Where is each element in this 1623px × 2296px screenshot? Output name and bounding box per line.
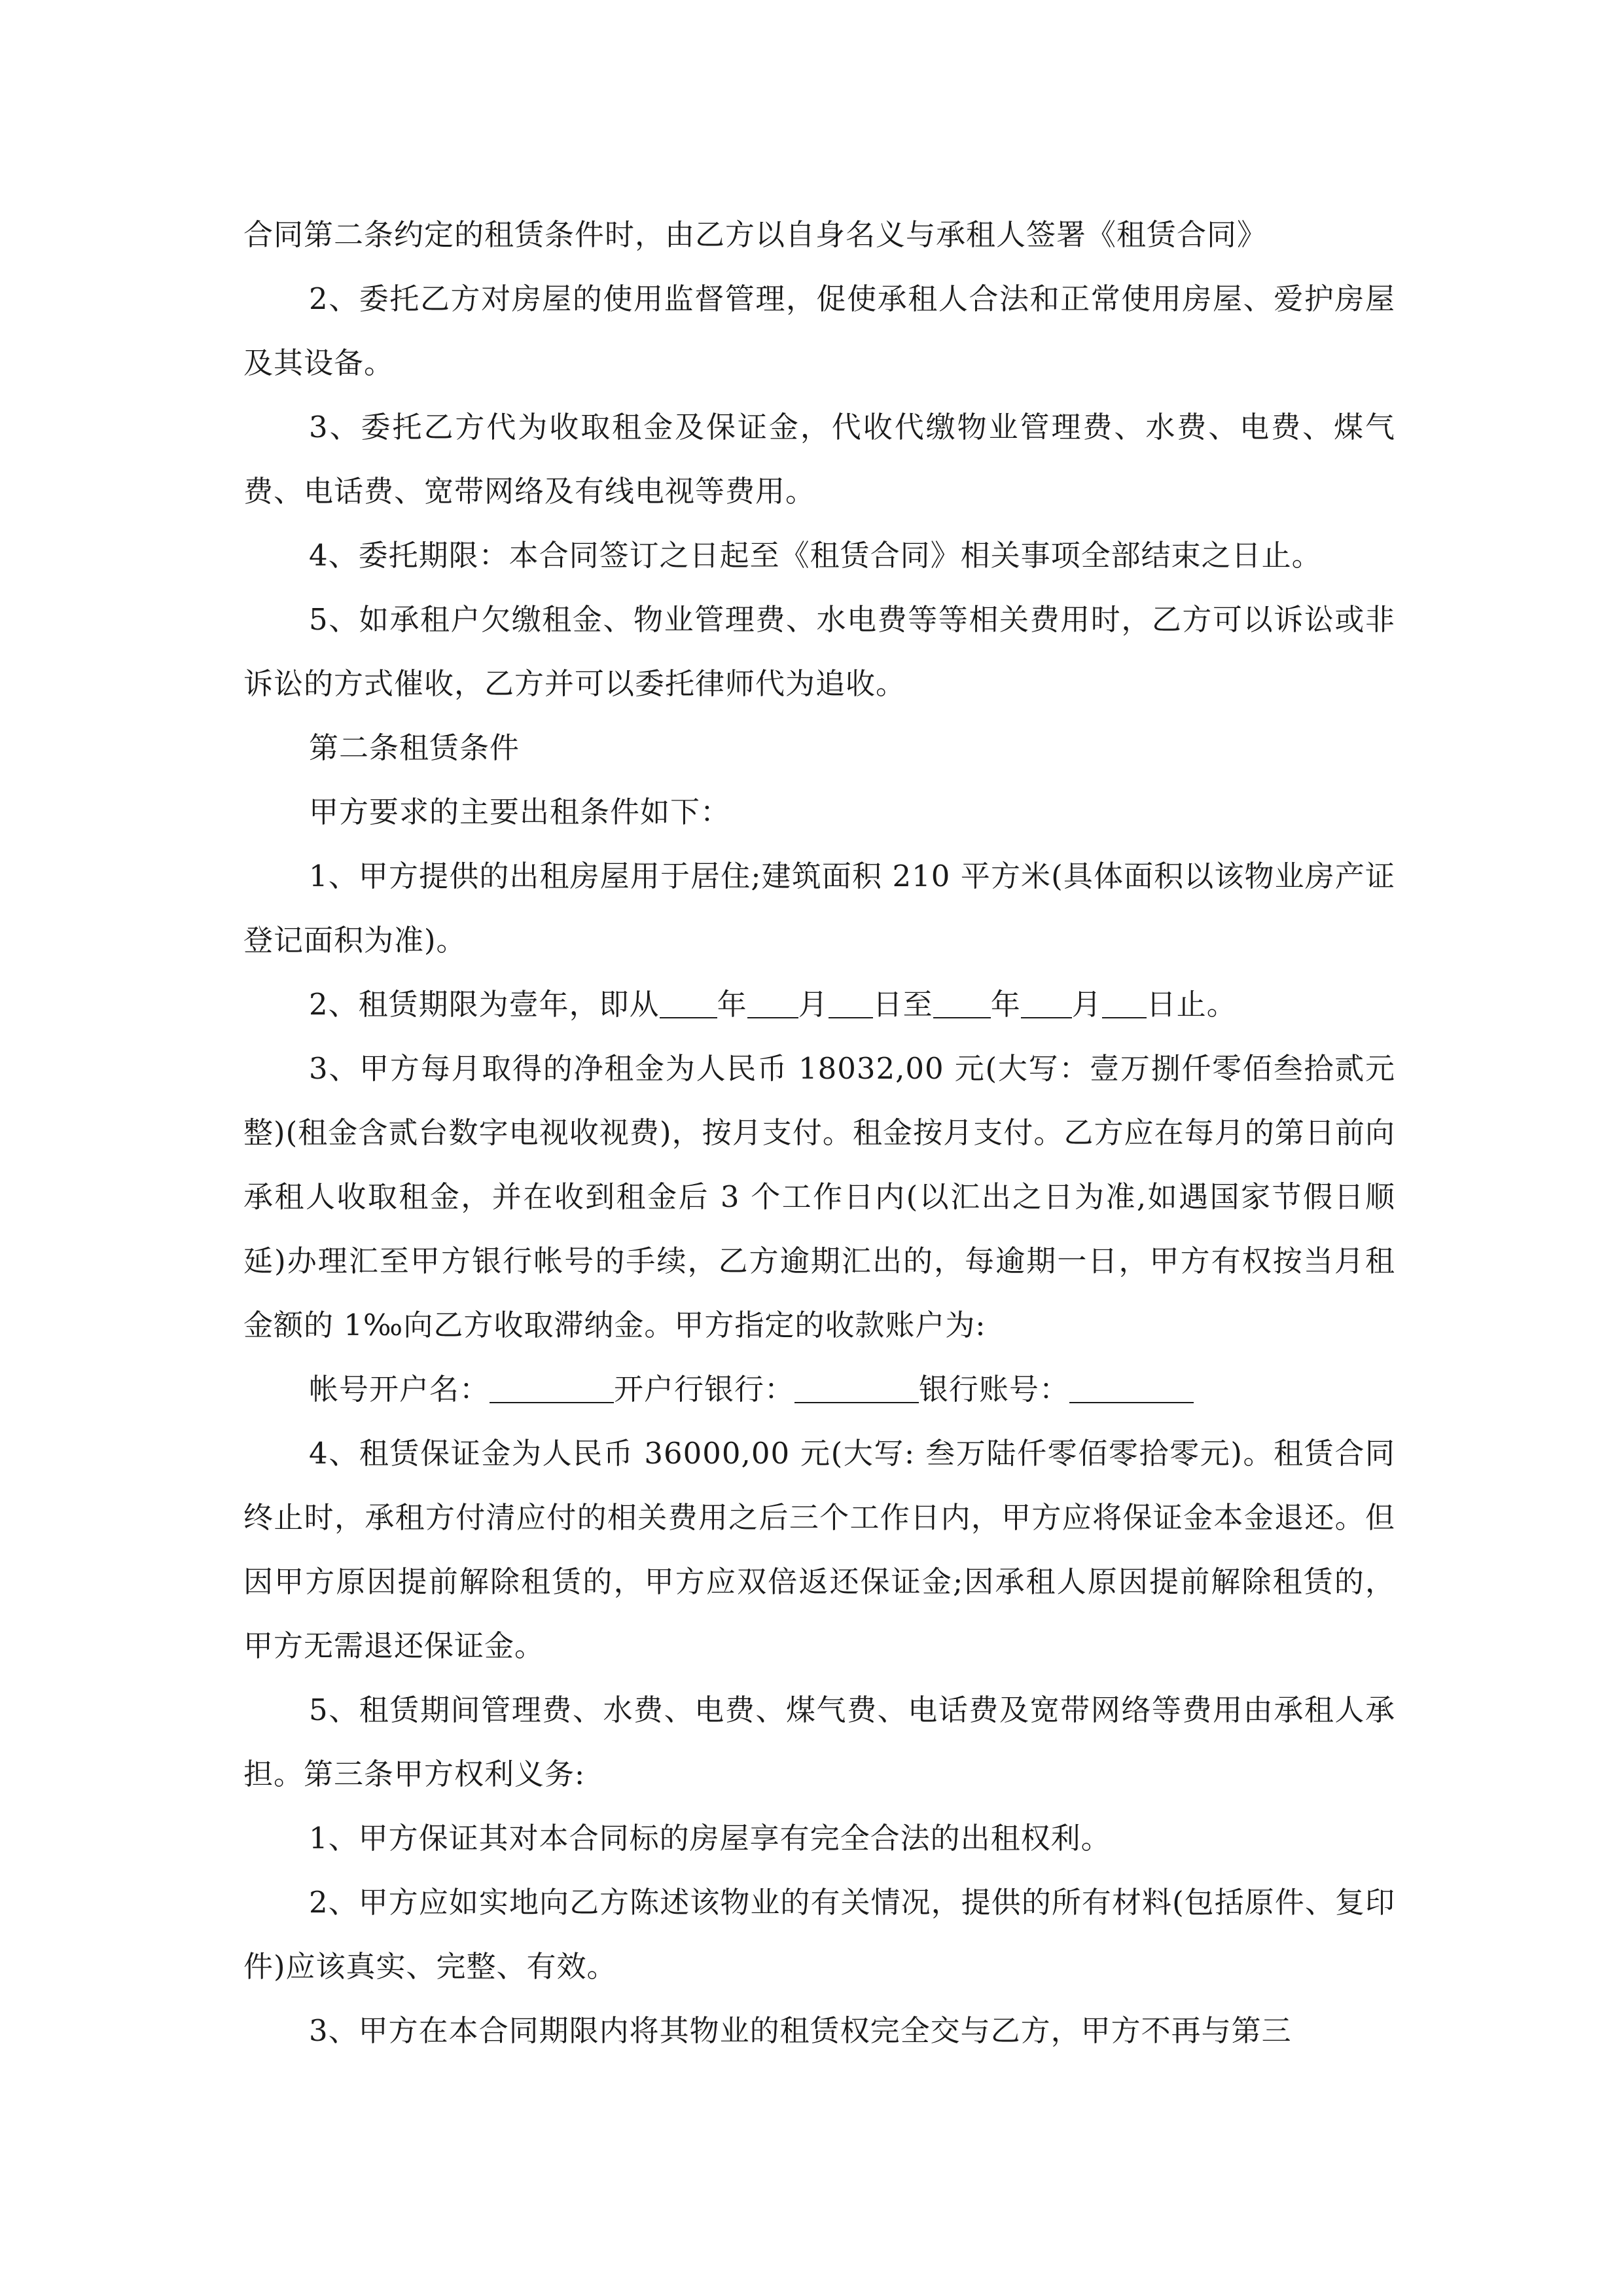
- paragraph-condition-3-rent: 3、甲方每月取得的净租金为人民币 18032,00 元(大写：壹万捌仟零佰叁拾贰元整)(租金含贰台数字电视收视费)，按月支付。租金按月支付。乙方应在每月的第日前向承租人收取租金，并在收到租金后 3 个工作日内(以汇出之日为准,如遇国家节假日顺延)办理汇至甲方银行帐号的手续，乙方逾期汇出的，每逾期一日，甲方有权按当月租金额的 1‰向乙方收取滞纳金。甲方指定的收款账户为:: [243, 1051, 1395, 1342]
- start-year-label: 年: [717, 987, 747, 1022]
- end-day-label: 日止。: [1146, 987, 1237, 1022]
- start-day-blank[interactable]: [829, 988, 873, 1018]
- paragraph-condition-1-area: 1、甲方提供的出租房屋用于居住;建筑面积 210 平方米(具体面积以该物业房产证登记面积为准)。: [243, 859, 1395, 958]
- paragraph-clause-1-continuation: 合同第二条约定的租赁条件时，由乙方以自身名义与承租人签署《租赁合同》: [243, 217, 1268, 252]
- end-year-label: 年: [990, 987, 1021, 1022]
- end-year-blank[interactable]: [933, 988, 991, 1018]
- section-heading-article-2: 第二条租赁条件: [309, 730, 520, 765]
- start-year-blank[interactable]: [660, 988, 717, 1018]
- start-month-label: 月: [798, 987, 829, 1022]
- paragraph-party-a-duty-2: 2、甲方应如实地向乙方陈述该物业的有关情况，提供的所有材料(包括原件、复印件)应该真实、完整、有效。: [243, 1885, 1395, 1984]
- document-body: [243, 203, 1395, 2063]
- account-name-label: 帐号开户名：: [309, 1372, 490, 1407]
- paragraph-item-5-arrears: 5、如承租户欠缴租金、物业管理费、水电费等等相关费用时，乙方可以诉讼或非诉讼的方式催收，乙方并可以委托律师代为追收。: [243, 602, 1395, 701]
- start-day-label: 日至: [872, 987, 933, 1022]
- paragraph-item-2-supervision: 2、委托乙方对房屋的使用监督管理，促使承租人合法和正常使用房屋、爱护房屋及其设备。: [243, 281, 1395, 380]
- end-month-label: 月: [1071, 987, 1102, 1022]
- paragraph-condition-2-lease-term: [243, 973, 1395, 1037]
- paragraph-bank-account-line: [243, 1357, 1395, 1422]
- paragraph-rental-conditions-intro: 甲方要求的主要出租条件如下：: [309, 795, 731, 829]
- paragraph-item-4-term: 4、委托期限：本合同签订之日起至《租赁合同》相关事项全部结束之日止。: [309, 538, 1322, 573]
- end-month-blank[interactable]: [1021, 988, 1072, 1018]
- paragraph-condition-5-fees: 5、租赁期间管理费、水费、电费、煤气费、电话费及宽带网络等费用由承租人承担。第三条甲方权利义务:: [243, 1693, 1395, 1791]
- account-name-blank[interactable]: [490, 1372, 614, 1403]
- account-number-blank[interactable]: [1069, 1372, 1194, 1403]
- start-month-blank[interactable]: [747, 988, 798, 1018]
- paragraph-condition-4-deposit: 4、租赁保证金为人民币 36000,00 元(大写: 叁万陆仟零佰零拾零元)。租赁合同终止时，承租方付清应付的相关费用之后三个工作日内，甲方应将保证金本金退还。但因甲方原因提前解除租赁的，甲方应双倍返还保证金;因承租人原因提前解除租赁的，甲方无需退还保证金。: [243, 1436, 1395, 1663]
- paragraph-party-a-duty-1: 1、甲方保证其对本合同标的房屋享有完全合法的出租权利。: [309, 1821, 1111, 1856]
- bank-name-label: 开户行银行：: [614, 1372, 795, 1407]
- paragraph-item-3-collection: 3、委托乙方代为收取租金及保证金，代收代缴物业管理费、水费、电费、煤气费、电话费、宽带网络及有线电视等费用。: [243, 410, 1395, 509]
- bank-name-blank[interactable]: [794, 1372, 919, 1403]
- paragraph-party-a-duty-3: 3、甲方在本合同期限内将其物业的租赁权完全交与乙方，甲方不再与第三: [309, 2013, 1292, 2048]
- lease-term-prefix: 2、租赁期限为壹年，即从: [309, 987, 660, 1022]
- end-day-blank[interactable]: [1102, 988, 1147, 1018]
- account-number-label: 银行账号：: [919, 1372, 1070, 1407]
